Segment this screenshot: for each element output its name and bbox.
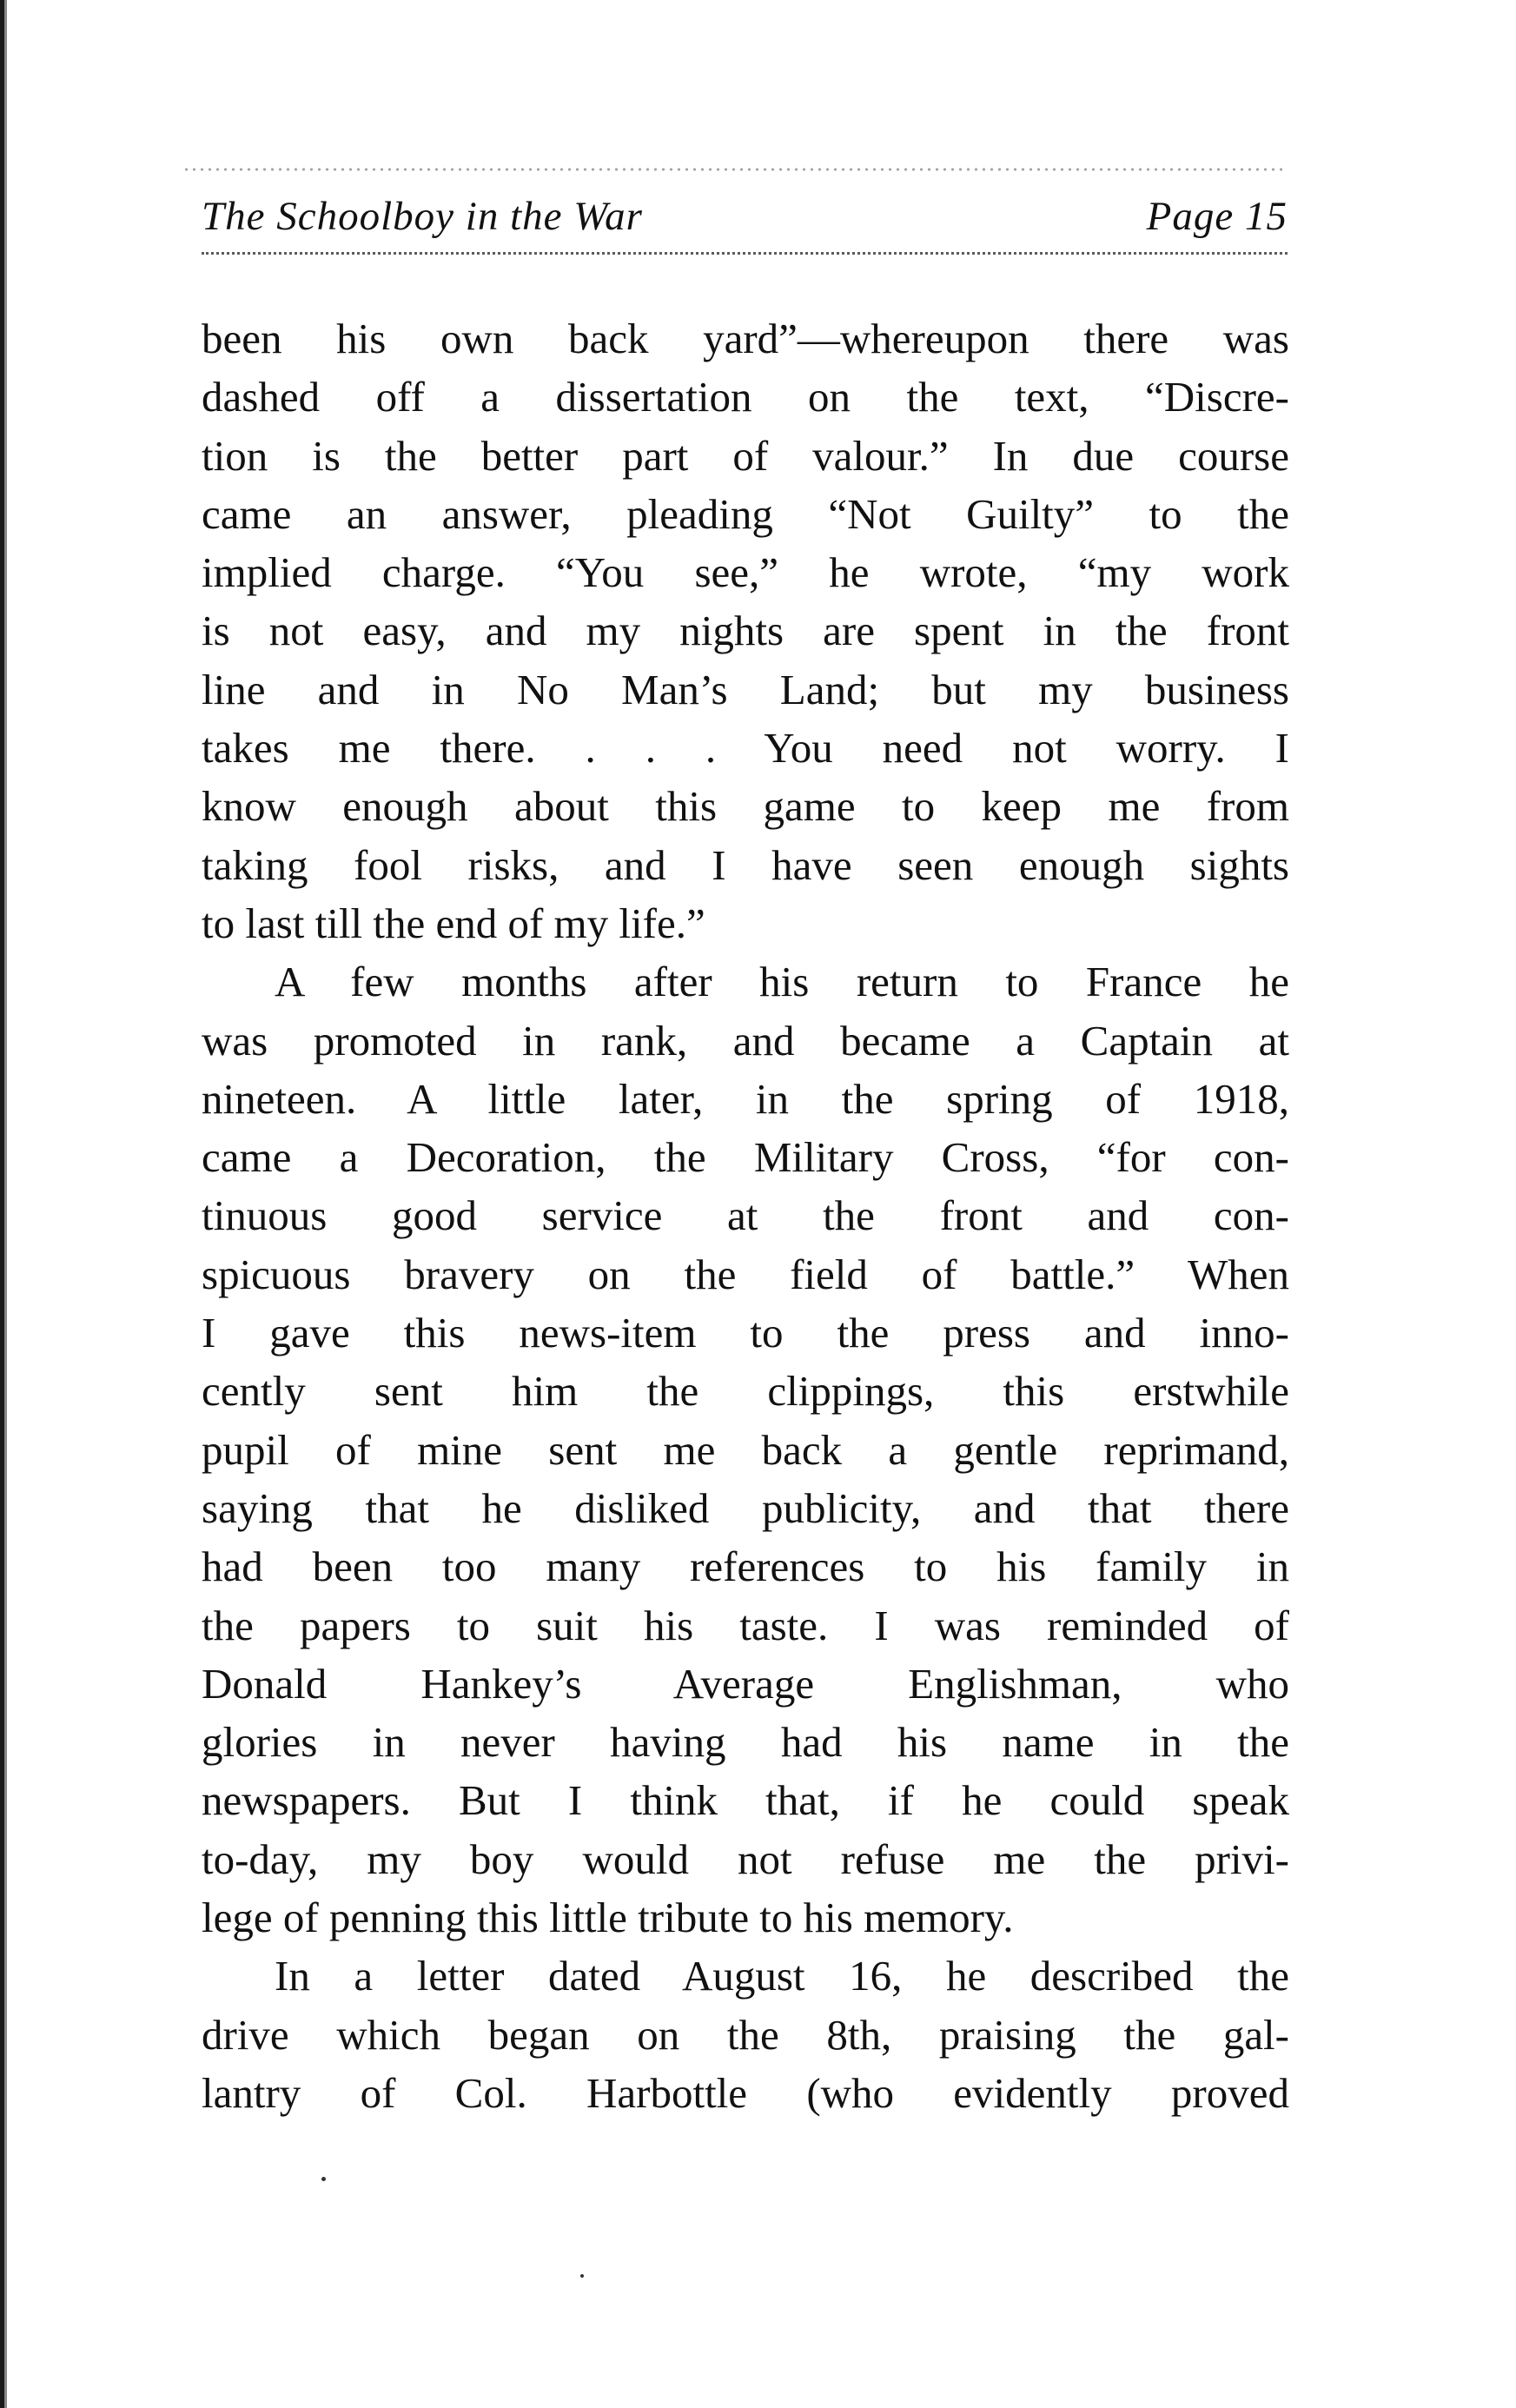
text-line: to last till the end of my life.” <box>202 899 705 947</box>
text-line: is not easy, and my nights are spent in the front <box>202 607 1289 655</box>
text-line: lege of penning this little tribute to his memory. <box>202 1894 1014 1942</box>
text-line: cently sent him the clippings, this erstwhile <box>202 1367 1289 1416</box>
text-line: line and in No Man’s Land; but my business <box>202 665 1289 713</box>
text-line: In a letter dated August 16, he described the <box>275 1952 1289 2000</box>
text-line: takes me there. . . . You need not worry. I <box>202 724 1289 773</box>
header-rule <box>202 252 1288 257</box>
running-title: The Schoolboy in the War <box>202 194 643 239</box>
text-line: spicuous bravery on the field of battle.” When <box>202 1250 1289 1298</box>
text-line: was promoted in rank, and became a Captain at <box>202 1016 1289 1065</box>
page-number: Page 15 <box>1146 194 1288 239</box>
text-line: lantry of Col. Harbottle (who evidently proved <box>202 2068 1289 2117</box>
text-line: know enough about this game to keep me from <box>202 782 1289 831</box>
book-spine-shadow <box>4 0 7 2408</box>
text-line: A few months after his return to France he <box>275 958 1289 1006</box>
text-line: dashed off a dissertation on the text, “Discre- <box>202 373 1289 421</box>
text-line: had been too many references to his family in <box>202 1542 1289 1591</box>
running-header <box>202 193 1288 254</box>
print-speck <box>321 2177 326 2181</box>
body-text <box>202 309 1289 2122</box>
text-line: implied charge. “You see,” he wrote, “my work <box>202 548 1289 597</box>
text-line: Donald Hankey’s Average Englishman, who <box>202 1659 1289 1708</box>
text-line: saying that he disliked publicity, and that there <box>202 1483 1289 1532</box>
text-line: I gave this news-item to the press and inno- <box>202 1309 1289 1357</box>
text-line: nineteen. A little later, in the spring of 1918, <box>202 1074 1289 1123</box>
text-line: the papers to suit his taste. I was reminded of <box>202 1601 1289 1649</box>
header-print-noise <box>182 163 1286 176</box>
text-line: pupil of mine sent me back a gentle reprimand, <box>202 1425 1289 1474</box>
text-line: drive which began on the 8th, praising the gal- <box>202 2010 1289 2059</box>
text-line: came a Decoration, the Military Cross, “for con- <box>202 1133 1289 1182</box>
text-line: tinuous good service at the front and con- <box>202 1191 1289 1240</box>
text-line: tion is the better part of valour.” In due course <box>202 431 1289 480</box>
text-line: been his own back yard”—whereupon there was <box>202 315 1289 362</box>
text-line: glories in never having had his name in the <box>202 1718 1289 1767</box>
text-line: taking fool risks, and I have seen enough sights <box>202 840 1289 889</box>
text-line: newspapers. But I think that, if he could speak <box>202 1776 1289 1825</box>
print-speck <box>580 2274 584 2278</box>
text-line: came an answer, pleading “Not Guilty” to the <box>202 489 1289 538</box>
text-line: to-day, my boy would not refuse me the privi- <box>202 1834 1289 1883</box>
